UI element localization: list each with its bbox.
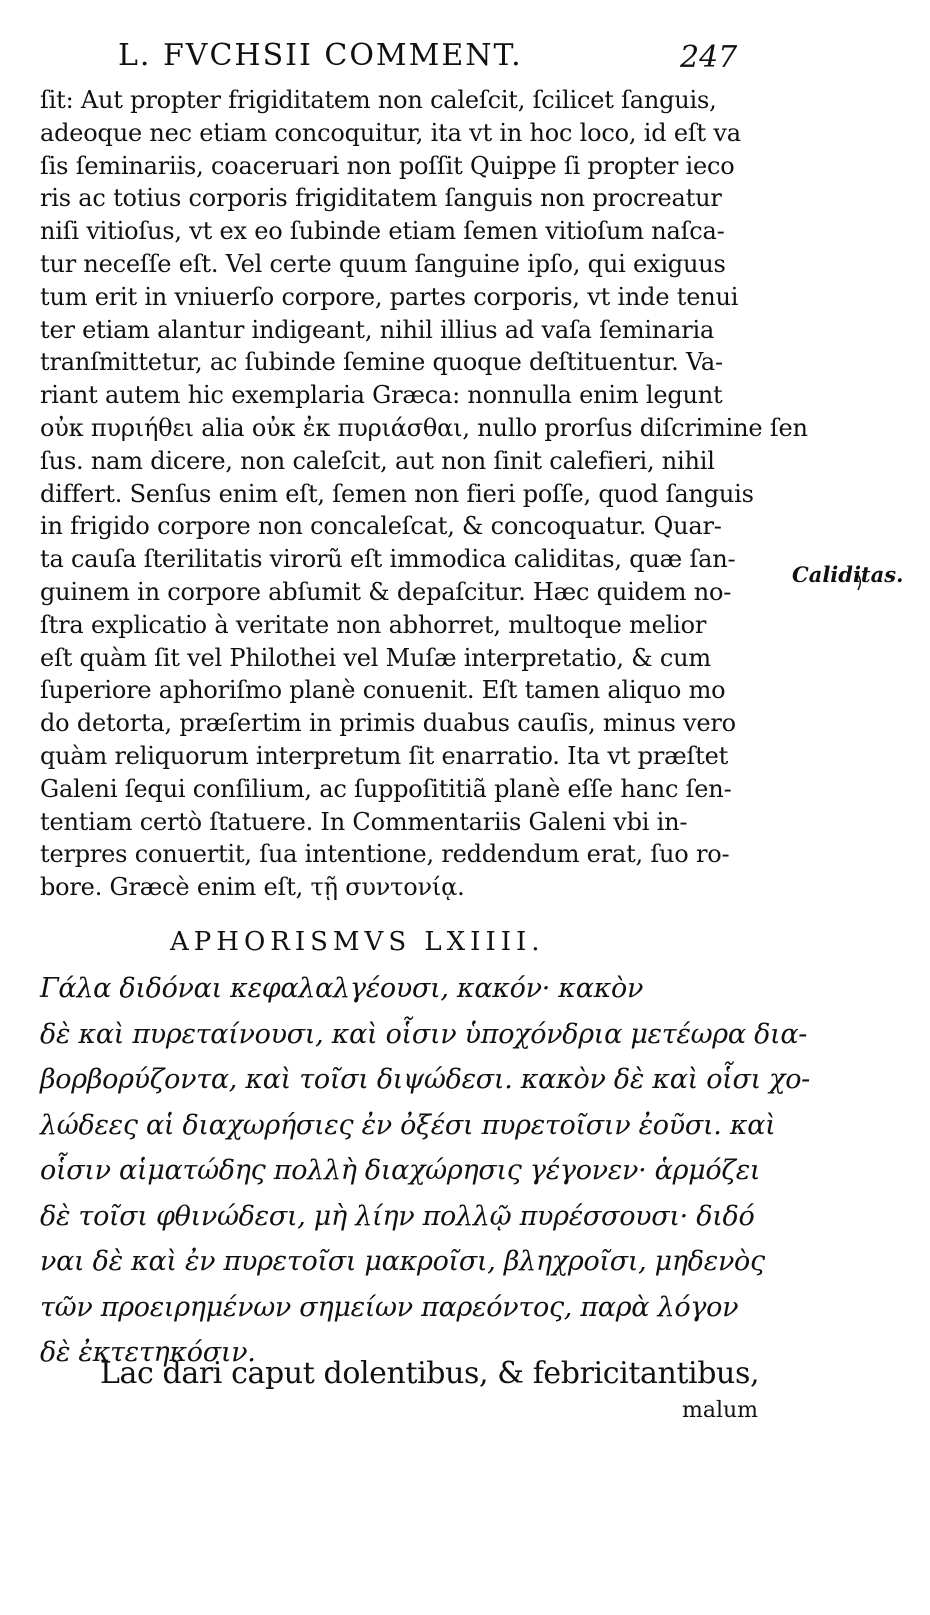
text-line: ſis ſeminariis, coaceruari non poſſit Quippe ſi propter ieco	[40, 151, 735, 180]
text-line: adeoque nec etiam concoquitur, ita vt in hoc loco, id eſt va	[40, 118, 741, 147]
text-line: Galeni ſequi conſilium, ac ſuppoſititiã planè eſſe hanc ſen-	[40, 774, 732, 803]
greek-line: δὲ ἐκτετηκόσιν.	[40, 1337, 256, 1368]
text-line: tentiam certò ſtatuere. In Commentariis Galeni vbi in-	[40, 807, 688, 836]
greek-line: βορβορύζοντα, καὶ τοῖσι διψώδεσι. κακὸν δὲ καὶ οἷσι χο-	[40, 1064, 810, 1095]
running-head: L. FVCHSII COMMENT.	[118, 38, 523, 73]
text-line: quàm reliquorum interpretum ſit enarratio. Ita vt præſtet	[40, 741, 729, 770]
greek-line: Γάλα διδόναι κεφαλαλγέουσι, κακόν· κακὸν	[40, 973, 644, 1004]
commentary-text	[40, 84, 808, 904]
text-line: terpres conuertit, ſua intentione, reddendum erat, ſuo ro-	[40, 840, 730, 869]
page-number: 247	[680, 40, 738, 75]
text-line: tum erit in vniuerſo corpore, partes corporis, vt inde tenui	[40, 282, 739, 311]
marginal-note: Caliditas.	[792, 562, 904, 587]
text-line: tur neceſſe eſt. Vel certe quum ſanguine ipſo, qui exiguus	[40, 249, 726, 278]
aphorism-heading: APHORISMVS LXIIII.	[170, 927, 545, 957]
text-line: ſus. nam dicere, non caleſcit, aut non ſinit calefieri, nihil	[40, 446, 715, 475]
greek-line: λώδεες αἱ διαχωρήσιες ἐν ὀξέσι πυρετοῖσιν ἐοῦσι. καὶ	[40, 1109, 776, 1141]
greek-line: δὲ τοῖσι φθινώδεσι, μὴ λίην πολλῷ πυρέσσουσι· διδό	[40, 1200, 755, 1232]
text-line: differt. Senſus enim eſt, ſemen non fieri poſſe, quod ſanguis	[40, 479, 754, 508]
greek-line: ναι δὲ καὶ ἐν πυρετοῖσι μακροῖσι, βληχροῖσι, μηδενὸς	[40, 1246, 765, 1277]
text-line: eſt quàm ſit vel Philothei vel Muſæ interpretatio, & cum	[40, 643, 711, 672]
bracket-mark	[855, 572, 865, 592]
text-line: ſit: Aut propter frigiditatem non caleſcit, ſcilicet ſanguis,	[40, 86, 717, 114]
greek-aphorism-text	[40, 966, 810, 1376]
text-line: ſtra explicatio à veritate non abhorret, multoque melior	[40, 610, 707, 639]
text-line: niſi vitioſus, vt ex eo ſubinde etiam ſemen vitioſum naſca-	[40, 217, 725, 246]
text-line: ter etiam alantur indigeant, nihil illius ad vaſa ſeminaria	[40, 315, 715, 344]
text-line: bore. Græcè enim eſt, τῇ συντονίᾳ.	[40, 873, 465, 902]
text-line: riant autem hic exemplaria Græca: nonnulla enim legunt	[40, 381, 723, 410]
text-line: in frigido corpore non concaleſcat, & concoquatur. Quar-	[40, 512, 722, 541]
text-line: do detorta, præſertim in primis duabus cauſis, minus vero	[40, 709, 736, 738]
text-line: ta cauſa ſterilitatis virorũ eſt immodica caliditas, quæ ſan-	[40, 545, 736, 574]
latin-translation: Lac dari caput dolentibus, & febricitantibus,	[100, 1356, 760, 1391]
greek-line: δὲ καὶ πυρεταίνουσι, καὶ οἷσιν ὑποχόνδρια μετέωρα δια-	[40, 1018, 808, 1050]
text-line: οὐκ πυριήθει alia οὐκ ἐκ πυριάσθαι, nullo prorſus diſcrimine ſen	[40, 413, 808, 442]
catchword: malum	[682, 1398, 759, 1423]
text-line: guinem in corpore abſumit & depaſcitur. Hæc quidem no-	[40, 577, 732, 606]
text-line: tranſmittetur, ac ſubinde ſemine quoque deſtituentur. Va-	[40, 348, 723, 377]
text-line: ris ac totius corporis frigiditatem ſanguis non procreatur	[40, 184, 722, 213]
text-line: ſuperiore aphoriſmo planè conuenit. Eſt tamen aliquo mo	[40, 676, 726, 705]
greek-line: οἷσιν αἱματώδης πολλὴ διαχώρησις γέγονεν· ἁρμόζει	[40, 1155, 761, 1186]
greek-line: τῶν προειρημένων σημείων παρεόντος, παρὰ λόγον	[40, 1291, 739, 1323]
